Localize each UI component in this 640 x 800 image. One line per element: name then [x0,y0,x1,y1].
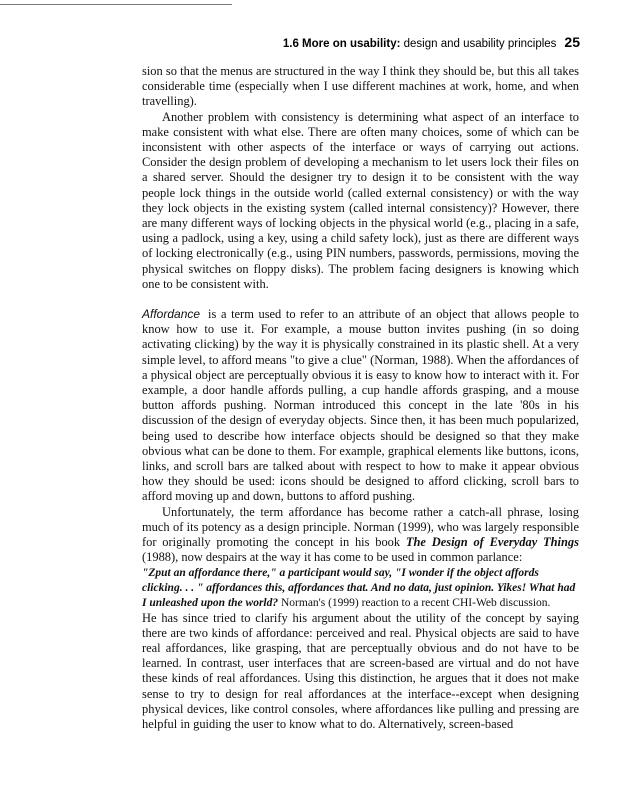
paragraph-5: He has since tried to clarify his argument about the utility of the concept by saying there are two kinds of affordance: perceived and real. Physical objects are said to have real affordances, like grasping, that are perceptually obvious and do not have to be learned. In contrast, user interfaces that are screen-based are virtual and do not have these kinds of real affordances. Using this distinction, he argues that it does not make sense to try to design for real affordances at the interface--except when designing physical devices, like control consoles, where affordances like pulling and pressing are helpful in guiding the user to know what to do. Alternatively, screen-based [142,610,579,731]
section-label: 1.6 More on usability: [282,38,401,50]
header-title: design and usability principles [400,38,557,50]
page-body [142,64,579,732]
book-title: The Design of Everyday Things [405,535,579,550]
page-number: 25 [564,34,580,50]
paragraph-4-text-a: Unfortunately, the term affordance has become rather a catch-all phrase, losing much of its potency as a design principle. Norman (1999), who was largely responsible for originally promoting the concept in his book [142,504,579,550]
paragraph-2: Another problem with consistency is determining what aspect of an interface to make consistent with what else. There are often many choices, some of which can be inconsistent with other aspects of the interface or ways of carrying out actions. Consider the design problem of developing a mechanism to let users lock their files on a shared server. Should the designer try to design it to be consistent with the way people lock things in the outside world (called external consistency) or with the way they lock objects in the existing system (called internal consistency)? However, there are many different ways of locking objects in the physical world (e.g., placing in a safe, using a padlock, using a key, using a child safety lock), just as there are different ways of locking electronically (e.g., using PIN numbers, passwords, permissions, moving the physical switches on floppy disks). The problem facing designers is knowing which one to be consistent with. [142,109,579,291]
quote-attribution: Norman's (1999) reaction to a recent CHI-Web discussion. [278,596,551,609]
paragraph-3-text: is a term used to refer to an attribute of an object that allows people to know how to use it. For example, a mouse button invites pushing (in so doing activating clicking) by the way it is physically constrained in its plastic shell. At a very simple level, to afford means "to give a clue" (Norman, 1988). When the affordances of a physical object are perceptually obvious it is easy to know how to interact with it. For example, a door handle affords pulling, a cup handle affords grasping, and a mouse button affords pushing. Norman introduced this concept in the late '80s in his discussion of the design of everyday objects. Since then, it has been much popularized, being used to describe how interface objects should be designed so that they make obvious what can be done to them. For example, graphical elements like buttons, icons, links, and scroll bars are talked about with respect to how to make it appear obvious how they should be used: icons should be designed to afford clicking, scroll bars to afford moving up and down, buttons to afford pushing. [142,307,579,504]
paragraph-3 [142,307,579,505]
section-gap [142,292,579,307]
quote-italic: "Zput an affordance there," a participant would say, "I wonder if the object affords clicking. . . " affordances this, affordances that. And no data, just opinion. Yikes! What had I unleashed upon the world? [142,566,576,609]
term-affordance: Affordance [142,307,201,322]
running-header [142,34,580,50]
block-quote [142,566,579,611]
paragraph-1: sion so that the menus are structured in the way I think they should be, but this all takes considerable time (especially when I use different machines at work, home, and when travelling). [142,64,579,109]
paragraph-4-text-b: (1988), now despairs at the way it has come to be used in common parlance: [142,550,523,565]
paragraph-4 [142,505,579,566]
top-rule [0,4,232,5]
